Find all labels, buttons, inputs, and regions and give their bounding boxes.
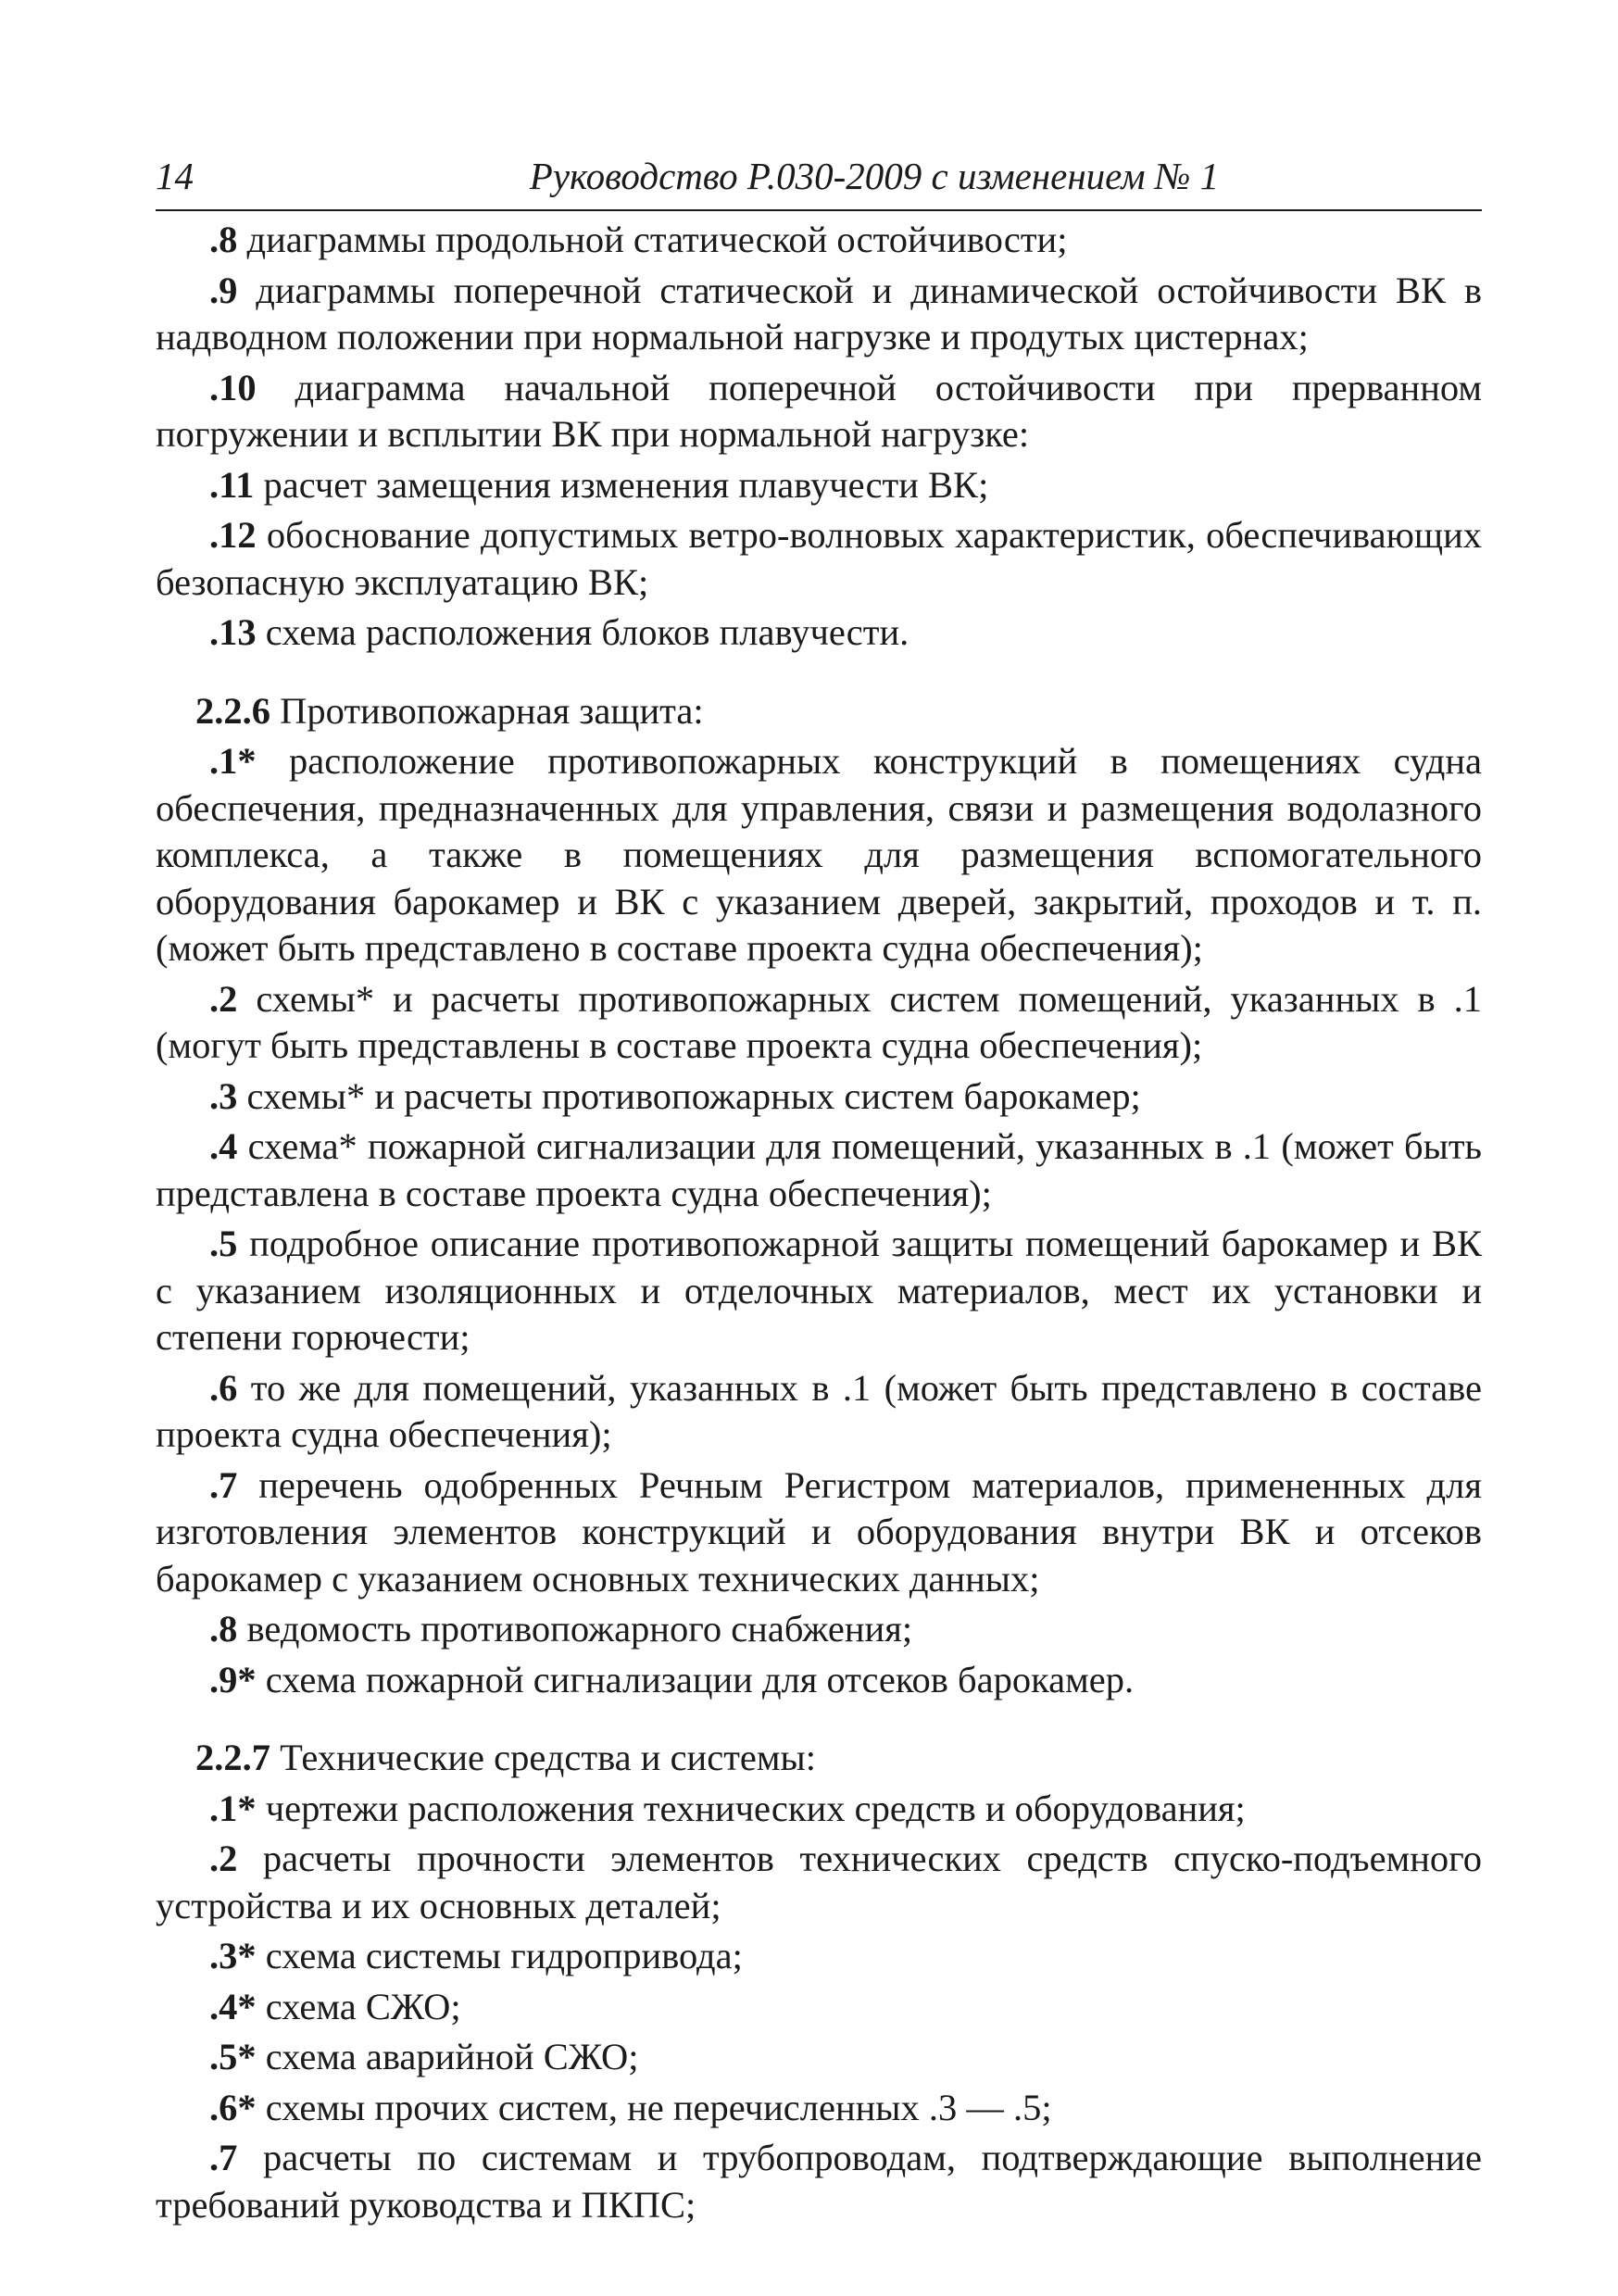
section-number: 2.2.6 [195,689,270,732]
item-text: ведомость противопожарного снабжения; [237,1608,913,1650]
list-item [156,217,1482,264]
section-heading [156,688,1482,735]
item-number: .8 [209,219,238,260]
list-item [156,2034,1482,2081]
section-heading [156,1735,1482,1782]
item-text: схемы* и расчеты противопожарных систем барокамер; [237,1074,1141,1117]
item-text: схема системы гидропривода; [256,1935,743,1976]
item-text: схемы прочих систем, не перечисленных .3 — .5; [256,2086,1052,2128]
list-item [156,1462,1482,1603]
list-item [156,1073,1482,1121]
list-item [156,1657,1482,1704]
item-number: .3* [209,1935,257,1976]
list-item [156,1606,1482,1653]
item-number: .5* [209,2036,257,2077]
item-number: .1* [209,1787,257,1829]
item-number: .3 [209,1074,238,1117]
item-number: .4 [209,1125,238,1167]
item-text: обоснование допустимых ветро-волновых характеристик, обеспечивающих безопасную эксплуатацию ВК; [156,514,1482,603]
item-text: схемы* и расчеты противопожарных систем помещений, указанных в .1 (могут быть представлены в составе проекта судна обеспечения); [156,977,1482,1066]
item-number: .6* [209,2086,257,2128]
item-number: .7 [209,2137,238,2178]
list-item [156,1984,1482,2031]
item-number: .12 [209,514,257,556]
item-text: расположение противопожарных конструкций в помещениях судна обеспечения, предназначенных для управления, связи и размещения водолазного комплекса, а также в помещениях для размещения вспомогательного оборудования барокамер и ВК с указанием дверей, закрытий, проходов и т. п. (может быть представлено в составе проекта судна обеспечения); [156,740,1482,969]
item-number: .8 [209,1608,238,1650]
item-number: .13 [209,611,257,653]
list-item [156,1123,1482,1217]
list-item [156,1933,1482,1980]
document-page [156,154,1482,2232]
item-text: расчет замещения изменения плавучести ВК; [254,463,989,506]
item-text: схема аварийной СЖО; [256,2036,639,2077]
list-item [156,1786,1482,1833]
running-header [156,154,1482,211]
item-number: .4* [209,1985,257,2027]
item-text: расчеты прочности элементов технических средств спуско-подъемного устройства и их основных деталей; [156,1838,1482,1926]
item-text: схема СЖО; [256,1985,461,2027]
item-number: .7 [209,1463,238,1506]
item-number: .2 [209,1838,238,1879]
item-number: .5 [209,1223,238,1264]
item-text: расчеты по системам и трубопроводам, подтверждающие выполнение требований руководства и ПКПС; [156,2137,1482,2226]
list-item [156,512,1482,606]
item-number: .9* [209,1658,257,1700]
item-text: чертежи расположения технических средств и оборудования; [256,1787,1246,1829]
item-number: .11 [209,463,255,506]
item-text: схема расположения блоков плавучести. [256,611,909,653]
item-text: диаграммы продольной статической остойчивости; [237,219,1068,260]
body-text [156,217,1482,2228]
item-text: подробное описание противопожарной защиты помещений барокамер и ВК с указанием изоляционных и отделочных материалов, мест их установки и степени горючести; [156,1223,1482,1358]
item-text: схема пожарной сигнализации для отсеков барокамер. [256,1658,1135,1700]
list-item [156,2135,1482,2228]
list-item [156,365,1482,458]
item-text: перечень одобренных Речным Регистром материалов, примененных для изготовления элементов конструкций и оборудования внутри ВК и отсеков барокамер с указанием основных технических данных; [156,1463,1482,1600]
item-text: схема* пожарной сигнализации для помещений, указанных в .1 (может быть представлена в составе проекта судна обеспечения); [156,1125,1482,1214]
item-number: .1* [209,740,257,782]
list-item [156,1836,1482,1929]
section-title: Технические средства и системы: [270,1737,816,1778]
item-number: .6 [209,1366,238,1409]
list-item [156,738,1482,972]
page-number: 14 [156,155,194,197]
section-title: Противопожарная защита: [270,689,704,732]
list-item [156,976,1482,1070]
list-item [156,1221,1482,1361]
item-text: то же для помещений, указанных в .1 (может быть представлено в составе проекта судна обеспечения); [156,1366,1482,1455]
item-text: диаграммы поперечной статической и динамической остойчивости ВК в надводном положении при нормальной нагрузке и продутых цистернах; [156,269,1482,358]
list-item [156,609,1482,657]
section-number: 2.2.7 [195,1737,270,1778]
list-item [156,462,1482,509]
list-item [156,268,1482,361]
running-title: Руководство Р.030-2009 с изменением № 1 [529,155,1220,197]
item-text: диаграмма начальной поперечной остойчивости при прерванном погружении и всплытии ВК при нормальной нагрузке: [156,366,1482,455]
item-number: .2 [209,977,238,1020]
list-item [156,1365,1482,1459]
item-number: .10 [209,366,257,408]
item-number: .9 [209,269,238,311]
list-item [156,2085,1482,2132]
